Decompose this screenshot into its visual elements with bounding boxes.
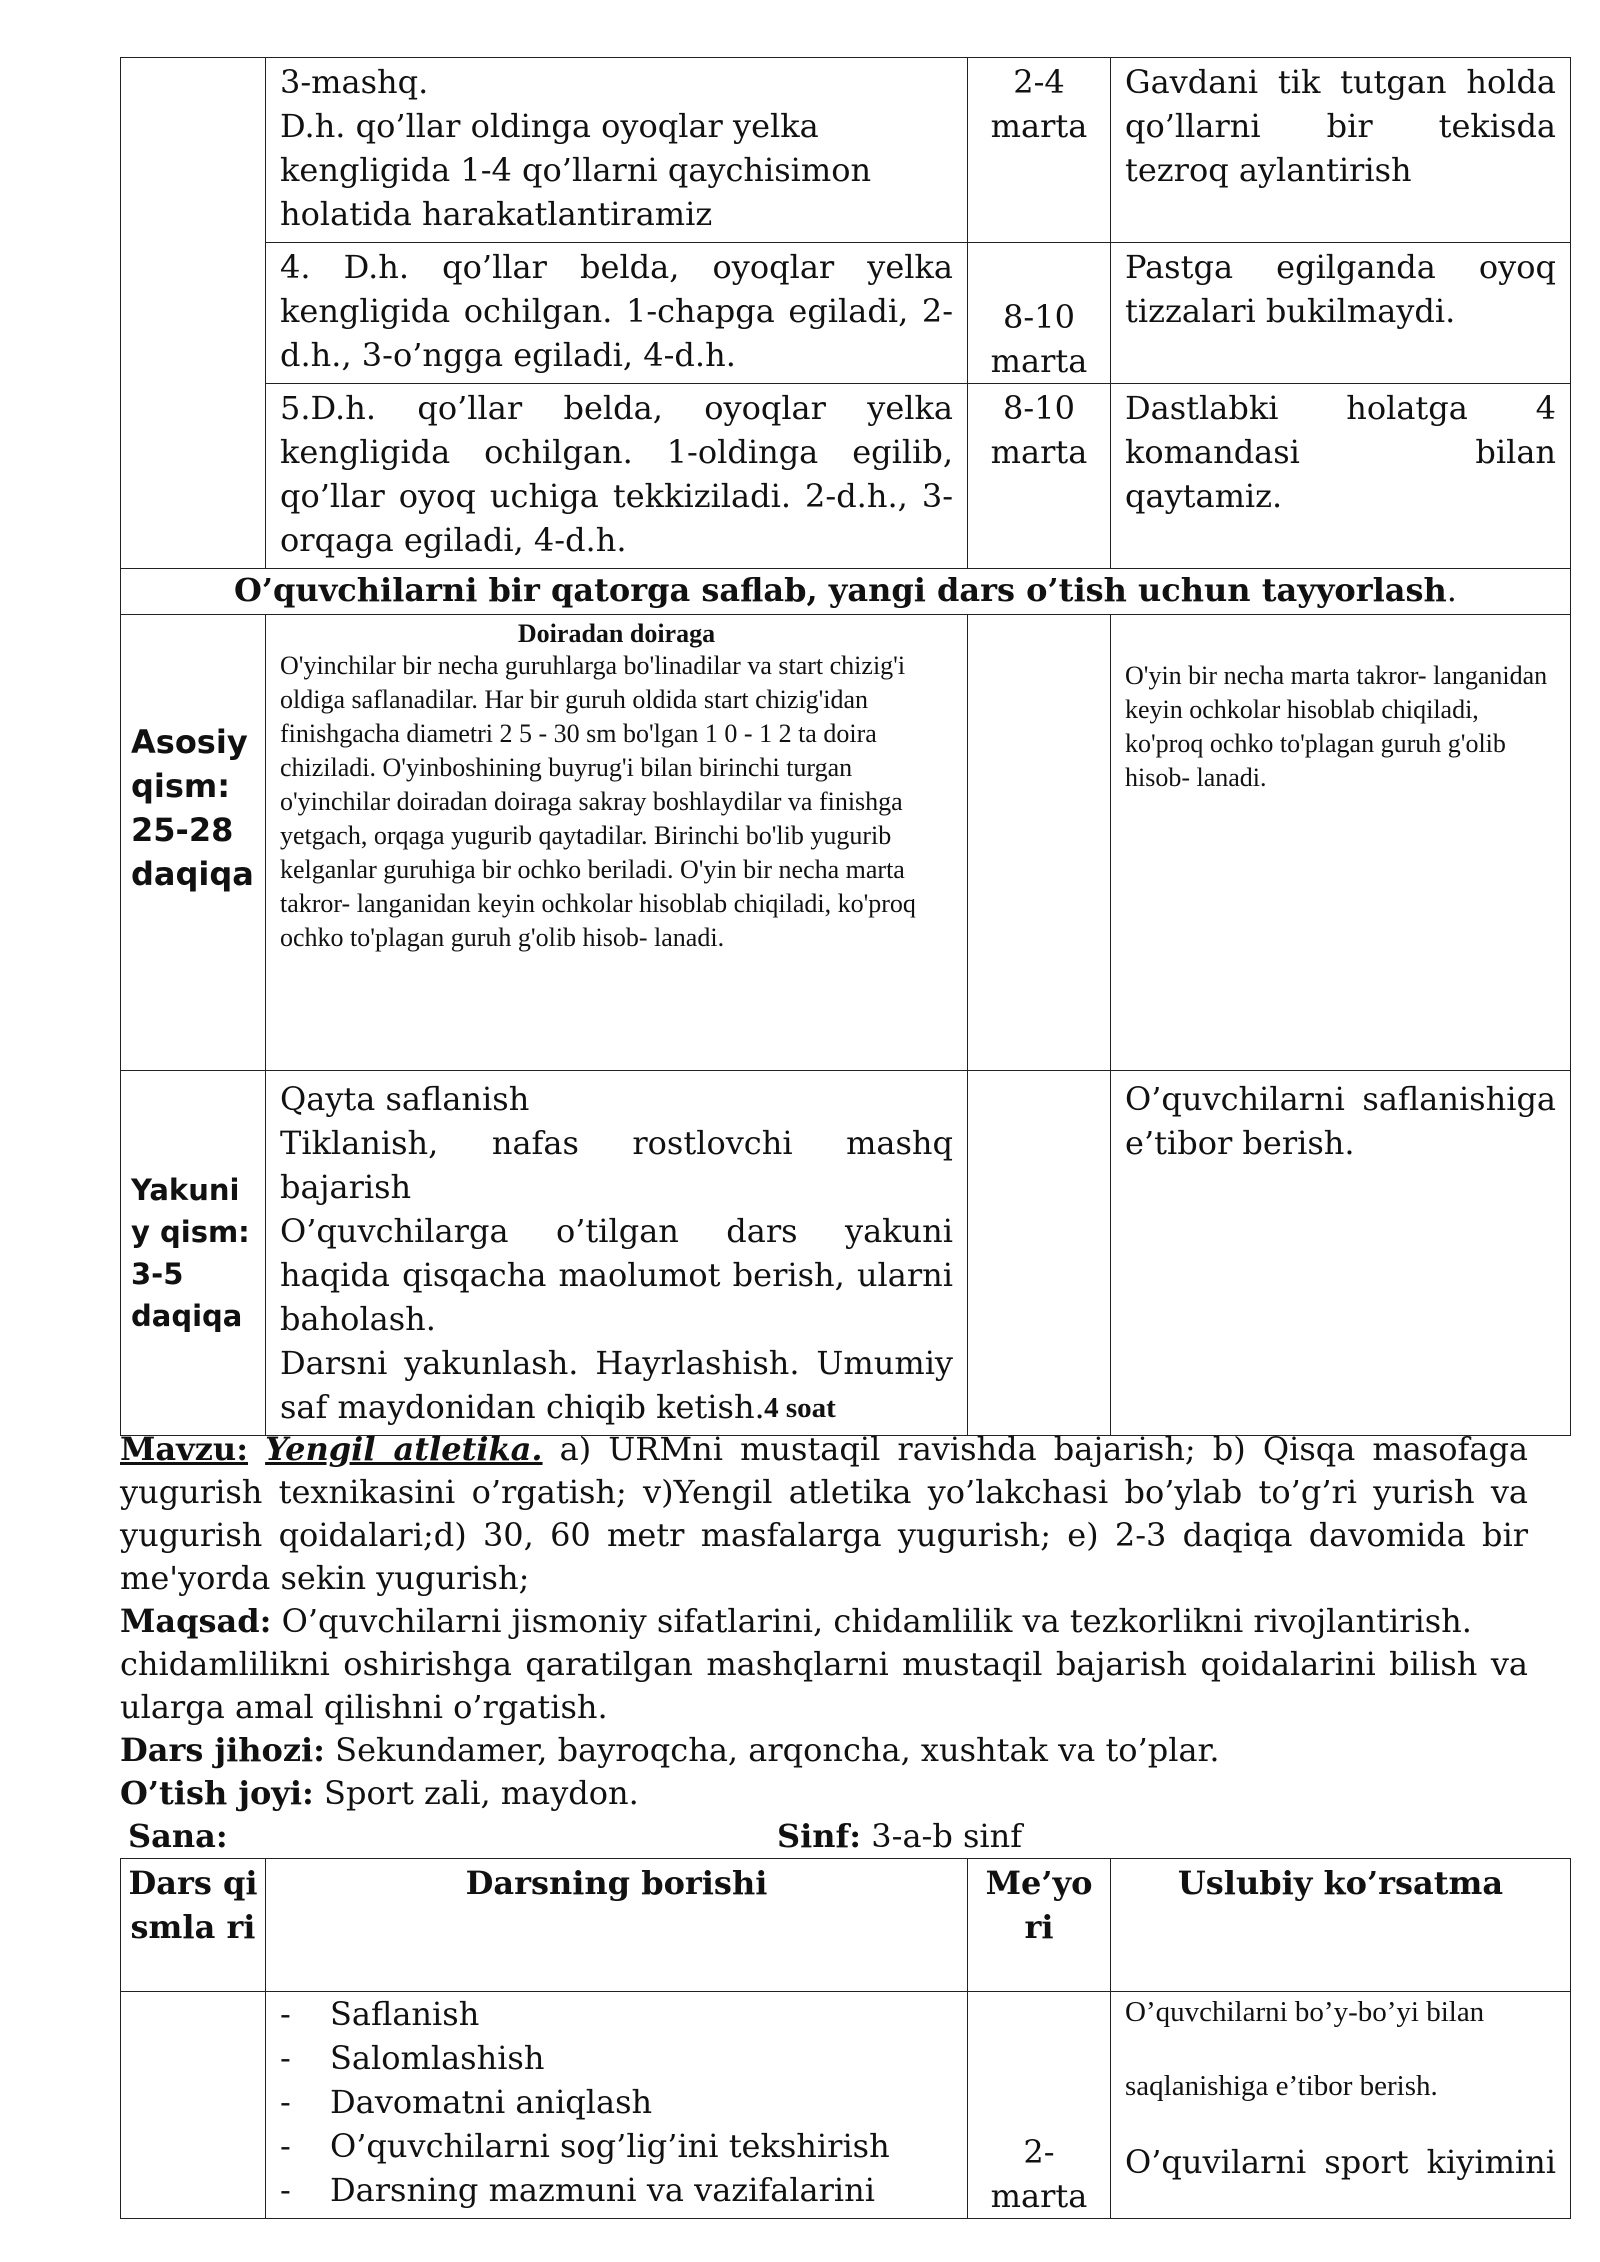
table-row: [121, 1071, 1571, 1436]
location-label: O’tish joyi:: [120, 1774, 314, 1812]
final-step: Darsni yakunlash. Hayrlashish. Umumiy saf maydonidan chiqib ketish.: [280, 1344, 953, 1426]
game-cell: [266, 615, 968, 1071]
lesson-location: [120, 1772, 1528, 1815]
dosage-cell-empty: [968, 1071, 1111, 1436]
method-note-line: O’quvilarni sport kiyimini: [1125, 2143, 1556, 2181]
location-text: Sport zali, maydon.: [313, 1774, 639, 1812]
exercise-cell: 4. D.h. qo’llar belda, oyoqlar yelka kengligida ochilgan. 1-chapga egiladi, 2-d.h., 3-o’ngga egiladi, 4-d.h.: [266, 243, 968, 384]
dosage-count: 2-: [1023, 2133, 1055, 2171]
game-title: Doiradan doiraga: [517, 619, 716, 648]
section-label-line: daqiqa: [131, 1299, 243, 1333]
section-label-line: y qism:: [131, 1215, 250, 1249]
exercise-cell: [266, 58, 968, 243]
method-note-cell: Pastga egilganda oyoq tizzalari bukilmaydi.: [1111, 243, 1571, 384]
list-item: - Davomatni aniqlash: [280, 2080, 953, 2124]
header-method-notes: Uslubiy ko’rsatma: [1111, 1859, 1571, 1992]
final-step: Tiklanish, nafas rostlovchi mashq bajarish: [280, 1124, 953, 1206]
topic-title: Yengil atletika.: [265, 1430, 543, 1468]
lesson-plan-table-bottom: [120, 1858, 1571, 2219]
method-note-cell: Gavdani tik tutgan holda qo’llarni bir tekisda tezroq aylantirish: [1111, 58, 1571, 243]
dosage-count: 8-10: [1003, 389, 1075, 427]
table-row: [121, 58, 1571, 243]
goal-text: O’quvchilarni jismoniy sifatlarini, chidamlilik va tezkorlikni rivojlantirish.: [271, 1602, 1472, 1640]
dosage-cell: [968, 384, 1111, 569]
class-label: Sinf:: [777, 1817, 862, 1855]
topic-description: a) URMni mustaqil ravishda bajarish; b) Qisqa masofaga yugurish texnikasini o’rgatish; v)Yengil atletika yo’lakchasi bo’ylab to’g’ri yurish va yugurish qoidalari;d) 30, 60 metr masfalarga yugurish; e) 2-3 daqiqa davomida bir me'yorda sekin yugurish;: [120, 1430, 1528, 1597]
lesson-goal-continued: chidamlilikni oshirishga qaratilgan mashqlarni mustaqil bajarish qoidalarini bilish va ularga amal qilishni o’rgatish.: [120, 1645, 1528, 1726]
lesson-class: [777, 1815, 1022, 1858]
section-label-line: 25-28: [131, 810, 234, 849]
exercise-line: 3-mashq.: [280, 63, 429, 101]
section-cell-final: [121, 1071, 266, 1436]
dosage-cell: [968, 58, 1111, 243]
table-row: [121, 1992, 1571, 2219]
table-row: [121, 615, 1571, 1071]
dosage-cell-empty: [968, 615, 1111, 1071]
section-cell-empty: [121, 58, 266, 569]
dosage-count: 2-4: [1013, 63, 1065, 101]
list-item: - Darsning mazmuni va vazifalarini: [280, 2168, 953, 2212]
intro-steps-list: [280, 1992, 953, 2212]
dosage-cell: [968, 1992, 1111, 2219]
section-cell-main: [121, 615, 266, 1071]
table-header-row: [121, 1859, 1571, 1992]
lesson-goal: [120, 1600, 1528, 1643]
date-label: Sana:: [128, 1817, 228, 1855]
final-step: O’quvchilarga o’tilgan dars yakuni haqida qisqacha maolumot berish, ularni baholash.: [280, 1212, 953, 1338]
section-label: [131, 1169, 255, 1337]
intro-steps-cell: [266, 1992, 968, 2219]
exercise-line: D.h. qo’llar oldinga oyoqlar yelka: [280, 107, 819, 145]
lesson-hours: 4 soat: [764, 1392, 836, 1424]
equipment-label: Dars jihozi:: [120, 1731, 325, 1769]
exercise-cell: 5.D.h. qo’llar belda, oyoqlar yelka kengligida ochilgan. 1-oldinga egilib, qo’llar oyoq uchiga tekkiziladi. 2-d.h., 3-orqaga egiladi, 4-d.h.: [266, 384, 968, 569]
header-dosage: Me’yo ri: [968, 1859, 1111, 1992]
section-label-line: Yakuni: [131, 1173, 240, 1207]
table-row: [121, 243, 1571, 384]
topic-label: Mavzu:: [120, 1430, 248, 1468]
dosage-unit: marta: [990, 107, 1088, 145]
list-item: - Salomlashish: [280, 2036, 953, 2080]
header-lesson-progress: Darsning borishi: [266, 1859, 968, 1992]
game-description: O'yinchilar bir necha guruhlarga bo'linadilar va start chizig'i oldiga saflanadilar. Har bir guruh oldida start chizig'idan finishgacha diametri 2 5 - 30 sm bo'lgan 1 0 - 1 2 ta doira chiziladi. O'yinboshining buyrug'i bilan birinchi turgan o'yinchilar doiradan doiraga sakray boshlaydilar va finishga yetgach, orqaga yugurib qaytadilar. Birinchi bo'lib yugurib kelganlar guruhiga bir ochko beriladi. O'yin bir necha marta takror- langanidan keyin ochkolar hisoblab chiqiladi, ko'proq ochko to'plagan guruh g'olib hisob- lanadi.: [280, 651, 916, 952]
method-note-cell: O'yin bir necha marta takror- langanidan keyin ochkolar hisoblab chiqiladi, ko'proq ochko to'plagan guruh g'olib hisob- lanadi.: [1111, 615, 1571, 1071]
dosage-count: 8-10: [1003, 298, 1075, 336]
table-row: [121, 569, 1571, 615]
table-row: [121, 384, 1571, 569]
section-label-line: daqiqa: [131, 854, 254, 893]
dosage-unit: marta: [990, 342, 1088, 380]
header-lesson-parts: Dars qismla ri: [121, 1859, 266, 1992]
exercise-line: holatida harakatlantiramiz: [280, 195, 713, 233]
dosage-unit: marta: [990, 433, 1088, 471]
lesson-plan-table-top: [120, 57, 1571, 1436]
lesson-equipment: [120, 1729, 1528, 1772]
method-note-cell: Dastlabki holatga 4 komandasi bilan qaytamiz.: [1111, 384, 1571, 569]
final-step: Qayta saflanish: [280, 1080, 530, 1118]
method-note-cell: O’quvchilarni saflanishiga e’tibor berish.: [1111, 1071, 1571, 1436]
transition-text: O’quvchilarni bir qatorga saflab, yangi dars o’tish uchun tayyorlash: [234, 571, 1447, 609]
goal-label: Maqsad:: [120, 1602, 272, 1640]
dosage-unit: marta: [990, 2177, 1088, 2215]
method-note-line: saqlanishiga e’tibor berish.: [1125, 2070, 1438, 2102]
transition-period: .: [1446, 571, 1457, 609]
transition-row: [121, 569, 1571, 615]
section-label-line: 3-5: [131, 1257, 184, 1291]
equipment-text: Sekundamer, bayroqcha, arqoncha, xushtak va to’plar.: [324, 1731, 1220, 1769]
final-steps-cell: [266, 1071, 968, 1436]
method-note-cell: [1111, 1992, 1571, 2219]
section-label: [131, 720, 255, 896]
dosage-cell: [968, 243, 1111, 384]
section-label-line: Asosiy: [131, 722, 248, 761]
class-text: 3-a-b sinf: [861, 1817, 1023, 1855]
section-cell-empty: [121, 1992, 266, 2219]
lesson-topic: [120, 1428, 1528, 1600]
exercise-line: kengligida 1-4 qo’llarni qaychisimon: [280, 151, 872, 189]
lesson-date: [128, 1815, 228, 1858]
method-note-line: O’quvchilarni bo’y-bo’yi bilan: [1125, 1996, 1485, 2028]
list-item: - O’quvchilarni sog’lig’ini tekshirish: [280, 2124, 953, 2168]
list-item: - Saflanish: [280, 1992, 953, 2036]
section-label-line: qism:: [131, 766, 231, 805]
